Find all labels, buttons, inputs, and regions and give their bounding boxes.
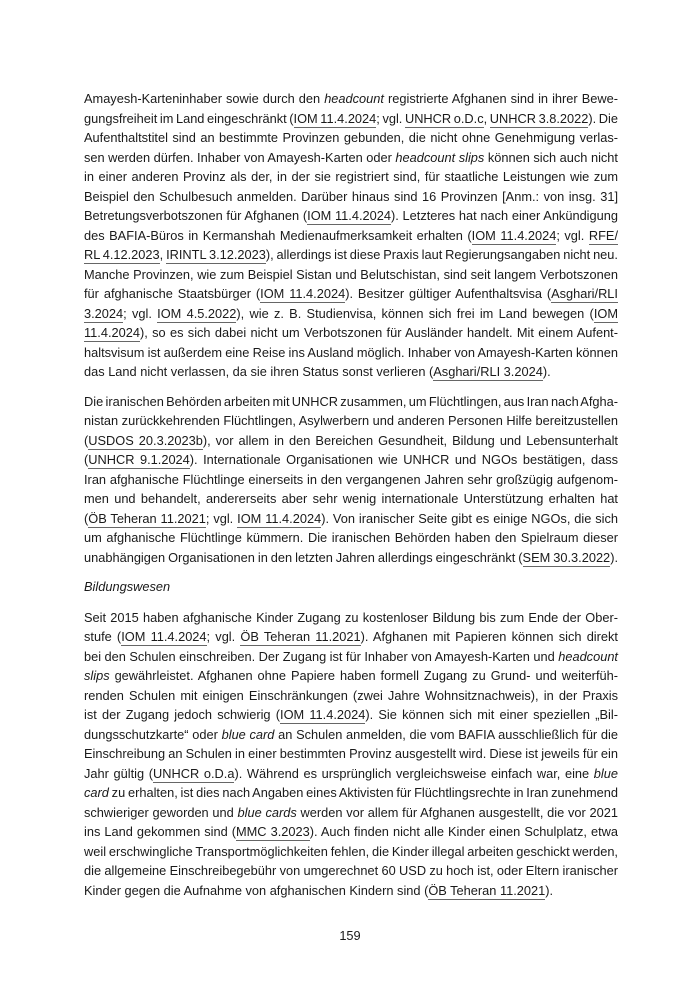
italic-term: headcount [324, 91, 384, 106]
text-run: ), wie z. B. Studienvisa, können sich frei im Land bewegen ( [236, 305, 594, 321]
text-line [84, 842, 618, 862]
paragraph [84, 392, 618, 568]
text-line [84, 265, 618, 285]
text-line [84, 686, 618, 706]
italic-term: blue card [221, 726, 275, 742]
text-line [84, 489, 618, 509]
text-run: an Schulen anmelden, die vom BAFIA ausschließlich für die [274, 726, 618, 742]
text-line [84, 128, 618, 148]
text-line [84, 226, 618, 246]
text-run: ). Internationale Organisationen wie UNHCR und NGOs bestätigen, dass [189, 452, 618, 467]
text-run: Manche Provinzen, wie zum Beispiel Sistan und Belutschistan, sind seit langem Verbotszonen [84, 266, 618, 282]
text-run: Beispiel den Schulbesuch anmelden. Darüber hinaus sind 16 Provinzen [Anm.: von insg. 31] [84, 188, 618, 204]
text-line [84, 764, 618, 784]
text-line [84, 343, 618, 363]
text-run: schwieriger geworden und [84, 804, 238, 820]
text-run: bei den Schulen einschreiben. Der Zugang ist für Inhaber von Amayesh-Karten und [84, 648, 559, 664]
text-line [84, 284, 618, 304]
citation-link[interactable]: IOM 11.4.2024 [280, 707, 366, 722]
section-heading: Bildungswesen [84, 579, 171, 594]
text-line [84, 431, 618, 451]
text-line [84, 803, 618, 823]
text-run: Die iranischen Behörden arbeiten mit UNHCR zusammen, um Flüchtlingen, aus Iran nach Afgha- [84, 393, 618, 409]
text-run: ; vgl. [556, 227, 589, 243]
italic-term: blue cards [237, 804, 297, 820]
text-run: gewährleistet. Afghanen ohne Papiere haben formell Zugang zu Grund- und weiterfüh- [109, 668, 618, 683]
citation-link[interactable]: 3.2024 [84, 305, 124, 321]
text-run: ist der Zugang jedoch schwierig ( [84, 707, 281, 722]
text-line [84, 187, 618, 207]
text-run: ). Sie können sich mit einer speziellen „Bil- [365, 707, 618, 722]
italic-term: blue [593, 765, 618, 781]
citation-link[interactable]: UNHCR 3.8.2022 [489, 110, 589, 126]
text-run: ), allerdings ist diese Praxis laut Regierungsangaben nicht neu. [265, 247, 618, 262]
citation-link[interactable]: RFE/ [588, 227, 618, 243]
text-line [84, 627, 618, 647]
text-line [84, 528, 618, 548]
citation-link[interactable]: ÖB Teheran 11.2021 [428, 882, 546, 898]
text-run: ). Während es ursprünglich vergleichsweise einfach war, eine [234, 765, 594, 781]
citation-link[interactable]: IOM 11.4.2024 [471, 227, 557, 243]
text-run: werden vor allem für Afghanen ausgestellt, die vor 2021 [296, 804, 618, 820]
citation-link[interactable]: SEM 30.3.2022 [522, 549, 611, 565]
text-run: ins Land gekommen sind ( [84, 824, 236, 839]
text-run: in einer anderen Provinz als der, in der sie registriert sind, für staatliche Leistungen wie zum [84, 169, 618, 184]
citation-link[interactable]: UNHCR 9.1.2024 [88, 452, 190, 467]
text-run: ). Von iranischer Seite gibt es einige NGOs, die sich [321, 510, 618, 526]
text-run: ). [610, 549, 619, 565]
citation-link[interactable]: UNHCR o.D.c [404, 110, 484, 126]
citation-link[interactable]: IOM 11.4.2024 [307, 208, 391, 223]
citation-link[interactable]: MMC 3.2023 [235, 824, 310, 839]
text-run: ( [84, 432, 89, 448]
text-line [84, 647, 618, 667]
text-run: haltsvisum ist außerdem eine Reise ins Ausland möglich. Inhaber von Amayesh-Karten können [84, 344, 618, 360]
citation-link[interactable]: Asghari/RLI [551, 286, 618, 301]
text-line [84, 548, 618, 568]
text-run: Seit 2015 haben afghanische Kinder Zugang zu kostenloser Bildung bis zum Ende der Ober- [84, 609, 618, 625]
text-line [84, 206, 618, 226]
citation-link[interactable]: RL 4.12.2023 [84, 247, 160, 262]
text-run: das Land nicht verlassen, da sie ihren Status sonst verlieren ( [84, 364, 434, 379]
document-body [84, 89, 618, 910]
text-run: ; vgl. [376, 110, 405, 126]
text-run: , [159, 247, 167, 262]
text-run: registrierte Afghanen sind in ihrer Bewe- [383, 91, 618, 106]
text-line [84, 509, 618, 529]
paragraph [84, 89, 618, 382]
text-line [84, 705, 618, 725]
text-line [84, 362, 618, 382]
text-run: sen werden dürfen. Inhaber von Amayesh-Karten oder [84, 149, 396, 165]
text-run: ), so es sich dabei nicht um Verbotszonen für Ausländer handelt. Mit einem Aufent- [139, 325, 618, 340]
text-line [84, 744, 618, 764]
text-run: Kinder gegen die Aufnahme von afghanischen Kindern sind ( [84, 882, 429, 898]
citation-link[interactable]: IOM 11.4.2024 [293, 110, 377, 126]
italic-term: card [84, 785, 109, 800]
citation-link[interactable]: ÖB Teheran 11.2021 [88, 510, 206, 526]
citation-link[interactable]: IOM 11.4.2024 [121, 629, 207, 644]
text-run: renden Schulen mit einigen Einschränkungen (zwei Jahre Wohnsitznachweis), in der Praxis [84, 687, 618, 703]
text-run: unabhängigen Organisationen in den letzten Jahren allerdings eingeschränkt ( [84, 549, 523, 565]
text-line [84, 167, 618, 187]
text-run: ( [84, 510, 89, 526]
text-run: zu erhalten, ist dies nach Angaben eines Aktivisten für Flüchtlingsrechte in Iran zunehmend [108, 785, 618, 800]
text-run: Amayesh-Karteninhaber sowie durch den [84, 91, 325, 106]
text-line [84, 323, 618, 343]
text-line [84, 822, 618, 842]
text-line [84, 470, 618, 490]
citation-link[interactable]: 11.4.2024 [84, 325, 140, 340]
text-line [84, 783, 618, 803]
text-run: ; vgl. [123, 305, 158, 321]
text-run: Iran afghanische Flüchtlinge einerseits in den vergangenen Jahren sehr großzügig aufgenom- [84, 471, 618, 487]
text-run: ). Afghanen mit Papieren können sich direkt [360, 629, 618, 644]
text-run: ). Die [588, 110, 618, 126]
text-line [84, 725, 618, 745]
text-run: die allgemeine Einschreibegebühr von umgerechnet 60 USD zu hoch ist, oder Eltern iranischer [84, 863, 618, 878]
text-run: ). Auch finden nicht alle Kinder einen Schulplatz, etwa [309, 824, 618, 839]
citation-link[interactable]: IOM [593, 305, 618, 321]
citation-link[interactable]: IOM 11.4.2024 [237, 510, 322, 526]
citation-link[interactable]: IOM 11.4.2024 [260, 286, 346, 301]
text-run: ). Letzteres hat nach einer Ankündigung [391, 208, 618, 223]
text-run: des BAFIA-Büros in Kermanshah Medienaufmerksamkeit erhalten ( [84, 227, 472, 243]
text-run: nistan zurückkehrenden Flüchtlingen, Asylwerbern und anderen Personen Hilfe bereitzustellen [84, 413, 618, 428]
text-run: um afghanische Flüchtlinge kümmern. Die iranischen Behörden haben den Spielraum dieser [84, 530, 618, 545]
citation-link[interactable]: Asghari/RLI 3.2024 [433, 364, 543, 379]
text-line [84, 392, 618, 412]
text-line [84, 608, 618, 628]
text-run: ), vor allem in den Bereichen Gesundheit, Bildung und Lebensunterhalt [202, 432, 618, 448]
text-run: weil erschwingliche Transportmöglichkeiten fehlen, die Kinder illegal arbeiten geschickt werden, [84, 843, 618, 859]
text-run: men und behandelt, andererseits aber sehr wenig internationale Unterstützung erhalten hat [84, 491, 618, 506]
text-line [84, 411, 618, 431]
text-run: ). Besitzer gültiger Aufenthaltsvisa ( [345, 286, 552, 301]
text-run: Jahr gültig ( [84, 765, 154, 781]
text-run: ). [545, 882, 554, 898]
citation-link[interactable]: UNHCR o.D.a [153, 765, 235, 781]
citation-link[interactable]: USDOS 20.3.2023b [88, 432, 203, 448]
italic-term: slips [84, 668, 110, 683]
text-run: gungsfreiheit im Land eingeschränkt ( [84, 110, 294, 126]
text-run: Betretungsverbotszonen für Afghanen ( [84, 208, 308, 223]
text-line [84, 666, 618, 686]
citation-link[interactable]: ÖB Teheran 11.2021 [240, 629, 361, 644]
text-run: ( [84, 452, 89, 467]
text-run: können sich auch nicht [484, 149, 618, 165]
text-run: dungsschutzkarte“ oder [84, 726, 222, 742]
text-line [84, 861, 618, 881]
text-run: für afghanische Staatsbürger ( [84, 286, 261, 301]
text-run: ; vgl. [206, 629, 241, 644]
text-run: , [483, 110, 490, 126]
text-line [84, 89, 618, 109]
page-number: 159 [339, 928, 361, 943]
text-line [84, 109, 618, 129]
citation-link[interactable]: IOM 4.5.2022 [157, 305, 237, 321]
text-line [84, 450, 618, 470]
text-run: ; vgl. [205, 510, 238, 526]
text-line [84, 881, 618, 901]
text-line [84, 245, 618, 265]
italic-term: headcount slips [395, 149, 485, 165]
citation-link[interactable]: IRINTL 3.12.2023 [166, 247, 266, 262]
text-line [84, 148, 618, 168]
paragraph [84, 608, 618, 901]
text-run: Einschreibung an Schulen in einer bestimmten Provinz ausgestellt wird. Diese ist jeweils für ein [84, 746, 618, 761]
text-run: ). [542, 364, 551, 379]
text-run: stufe ( [84, 629, 122, 644]
text-run: Aufenthaltstitel sind an bestimmte Provinzen gebunden, die nicht ohne Genehmigung verlas- [84, 130, 618, 145]
italic-term: headcount [558, 648, 618, 664]
text-line [84, 304, 618, 324]
